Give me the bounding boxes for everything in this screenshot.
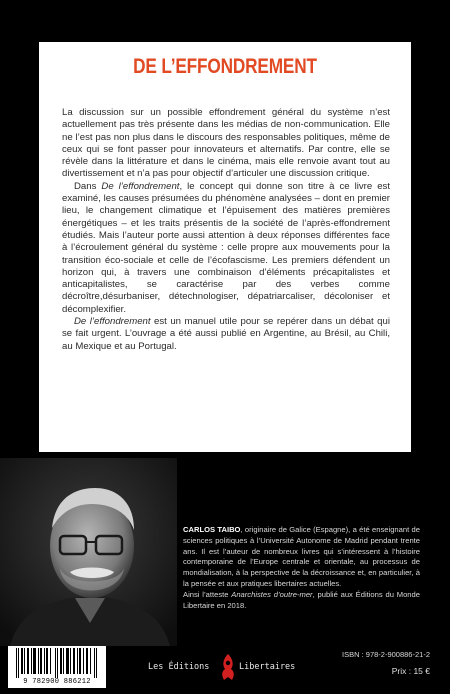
p2-lead: Dans [74,180,102,192]
summary-paragraph-1: La discussion sur un possible effondrement général du système n’est actuellement pas très présente dans les médias de non-communication. Elle ne l’est pas non plus dans le discours des responsables politiques, même de ceux qui se font passer pour innovateurs et alternatifs. Par contre, elle se révèle dans la littérature et dans le cinéma, mais elle renvoie avant tout au divertissement et n’a pas pour objectif d’articuler une discussion critique. [62,107,390,180]
isbn: ISBN : 978-2-900886-21-2 [342,650,430,659]
publisher-emblem-icon [219,653,237,681]
publisher-name-right: Libertaires [239,662,296,672]
p3-book-title: De l’effondrement [74,316,151,328]
barcode [8,646,106,688]
book-title: DE L’EFFONDREMENT [133,55,317,78]
author-bio-text: , originaire de Galice (Espagne), a été enseignant de sciences politiques à l’Université Autonome de Madrid pendant trente ans. Il est l’auteur de nombreux livres qui s’intéressent à l’histoire contemporaine de l’Europe centrale et orientale, au processus de mondialisation, à la perspective de la décroissance et, en particulier, à la pensée et aux pratiques libertaires actuelles. [183,525,420,588]
publisher-name-left: Les Éditions [148,662,210,672]
p3-text: est un manuel utile pour se repérer dans un débat qui se fait urgent. L’ouvrage a été aussi publié en Argentine, au Brésil, au Chili, au Mexique et au Portugal. [62,316,390,352]
author-bio-paragraph-2 [183,590,420,612]
barcode-digits: 9 782900 886212 [23,678,91,686]
p2-book-title: De l’effondrement [101,180,180,192]
summary-paragraph-2 [62,181,390,316]
summary-panel [39,42,411,452]
summary-text [62,107,390,353]
publisher-logo [148,653,318,683]
author-bio-book-title: Anarchistes d’outre-mer [231,589,313,599]
author-bio [183,525,420,611]
barcode-bars [8,648,106,680]
p2-text: , le concept qui donne son titre à ce livre est examiné, les causes présumées du phénomène analysées – dont en premier lieu, le changement climatique et l’épuisement des matières premières énergétiques – et les traits présentis de la société de l’après-effondrement étudiés. Mais l’auteur porte aussi attention à deux réponses différentes face à l’écroulement général du système : celle propre aux mouvements pour la transition éco-sociale et celle de l’écofascisme. Les premiers défendent un horizon qui, à travers une combinaison d’éléments précapitalistes et anticapitalistes, se caractérise par des verbes comme décroître,désurbaniser, détechnologiser, dépatriarcaliser, décoloniser et décomplexifier. [62,180,391,315]
author-bio-lead: Ainsi l’atteste [183,589,232,599]
author-bio-tail: , publié aux Éditions du Monde Libertaire en 2018. [183,589,420,610]
author-bio-paragraph-1 [183,525,420,590]
author-name: CARLOS TAIBO [183,525,241,534]
author-photo [0,458,177,646]
price: Prix : 15 € [391,666,430,676]
summary-paragraph-3 [62,316,390,353]
